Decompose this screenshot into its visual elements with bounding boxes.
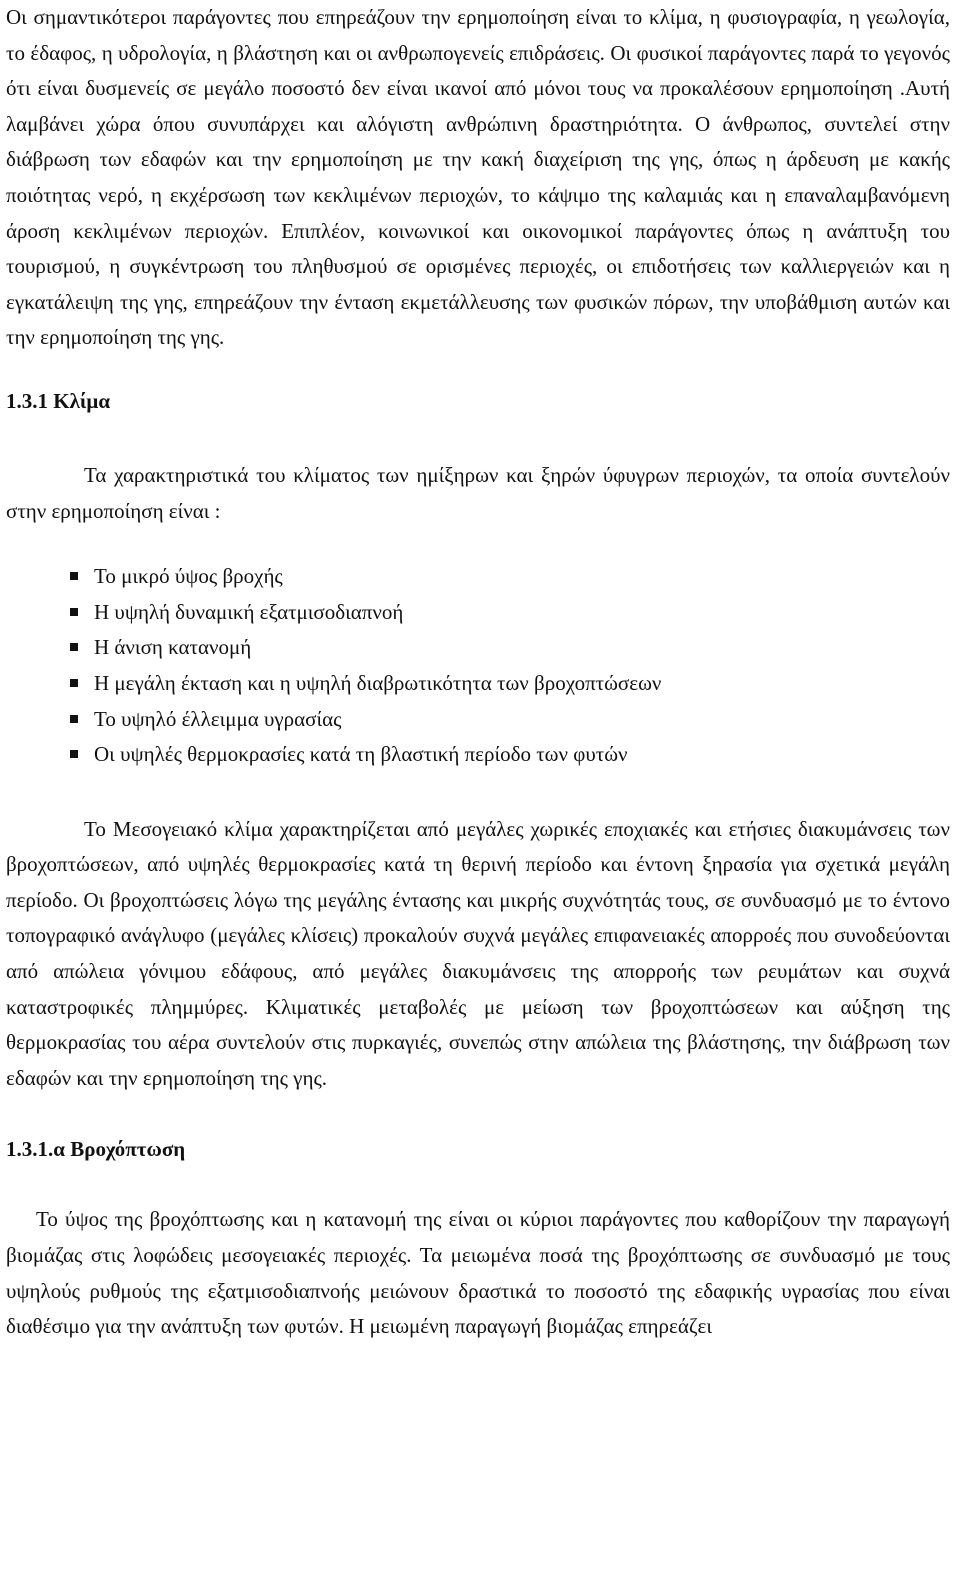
square-bullet-icon	[70, 608, 78, 616]
paragraph-desertification-factors: Οι σημαντικότεροι παράγοντες που επηρεάζουν την ερημοποίηση είναι το κλίμα, η φυσιογραφία, η γεωλογία, το έδαφος, η υδρολογία, η βλάστηση και οι ανθρωπογενείς επιδράσεις. Οι φυσικοί παράγοντες παρά το γεγονός ότι είναι δυσμενείς σε μεγάλο ποσοστό δεν είναι ικανοί από μόνοι τους να προκαλέσουν ερημοποίηση .Αυτή λαμβάνει χώρα όπου συνυπάρχει και αλόγιστη ανθρώπινη δραστηριότητα. Ο άνθρωπος, συντελεί στην διάβρωση των εδαφών και την ερημοποίηση με την κακή διαχείριση της γης, όπως η άρδευση με κακής ποιότητας νερό, η εκχέρσωση των κεκλιμένων περιοχών, το κάψιμο της καλαμιάς και η επαναλαμβανόμενη άροση κεκλιμένων περιοχών. Επιπλέον, κοινωνικοί και οικονομικοί παράγοντες όπως η ανάπτυξη του τουρισμού, η συγκέντρωση του πληθυσμού σε ορισμένες περιοχές, οι επιδοτήσεις των καλλιεργειών και η εγκατάλειψη της γης, επηρεάζουν την ένταση εκμετάλλευσης των φυσικών πόρων, την υποβάθμιση αυτών και την ερημοποίηση της γης.	[6, 5, 950, 350]
list-item: Η υψηλή δυναμική εξατμισοδιαπνοή	[70, 595, 950, 631]
paragraph-rainfall: Το ύψος της βροχόπτωσης και η κατανομή της είναι οι κύριοι παράγοντες που καθορίζουν την παραγωγή βιομάζας στις λοφώδεις μεσογειακές περιοχές. Τα μειωμένα ποσά της βροχόπτωσης σε συνδυασμό με τους υψηλούς ρυθμούς της εξατμισοδιαπνοής μειώνουν δραστικά το ποσοστό της εδαφικής υγρασίας που είναι διαθέσιμο για την ανάπτυξη των φυτών. Η μειωμένη παραγωγή βιομάζας επηρεάζει	[6, 1207, 950, 1339]
klima-characteristics-list	[6, 559, 950, 773]
section-heading-vroxoptosi: 1.3.1.α Βροχόπτωση	[6, 1137, 186, 1162]
list-item: Η μεγάλη έκταση και η υψηλή διαβρωτικότητα των βροχοπτώσεων	[70, 666, 950, 702]
list-item: Το υψηλό έλλειμμα υγρασίας	[70, 702, 950, 738]
square-bullet-icon	[70, 572, 78, 580]
square-bullet-icon	[70, 643, 78, 651]
section-heading-klima: 1.3.1 Κλίμα	[6, 388, 111, 413]
square-bullet-icon	[70, 750, 78, 758]
list-item: Το μικρό ύψος βροχής	[70, 559, 950, 595]
square-bullet-icon	[70, 679, 78, 687]
document-page	[6, 0, 950, 1345]
square-bullet-icon	[70, 715, 78, 723]
paragraph-mediterranean-climate: Το Μεσογειακό κλίμα χαρακτηρίζεται από μεγάλες χωρικές εποχιακές και ετήσιες διακυμάνσεις των βροχοπτώσεων, από υψηλές θερμοκρασίες κατά τη θερινή περίοδο και έντονη ξηρασία για σχετικά μεγάλη περίοδο. Οι βροχοπτώσεις λόγω της μεγάλης έντασης και μικρής συχνότητάς τους, σε συνδυασμό με το έντονο τοπογραφικό ανάγλυφο (μεγάλες κλίσεις) προκαλούν συχνά μεγάλες επιφανειακές απορροές που συνοδεύονται από απώλεια γόνιμου εδάφους, από μεγάλες διακυμάνσεις της απορροής των ρευμάτων και συχνά καταστροφικές πλημμύρες. Κλιματικές μεταβολές με μείωση των βροχοπτώσεων και αύξηση της θερμοκρασίας του αέρα συντελούν στις πυρκαγιές, συνεπώς στην απώλεια της βλάστησης, την διάβρωση των εδαφών και την ερημοποίηση της γης.	[6, 816, 950, 1090]
list-item: Οι υψηλές θερμοκρασίες κατά τη βλαστική περίοδο των φυτών	[70, 737, 950, 773]
list-item: Η άνιση κατανομή	[70, 630, 950, 666]
paragraph-klima-intro: Τα χαρακτηριστικά του κλίματος των ημίξηρων και ξηρών ύφυγρων περιοχών, τα οποία συντελούν στην ερημοποίηση είναι :	[6, 462, 950, 523]
